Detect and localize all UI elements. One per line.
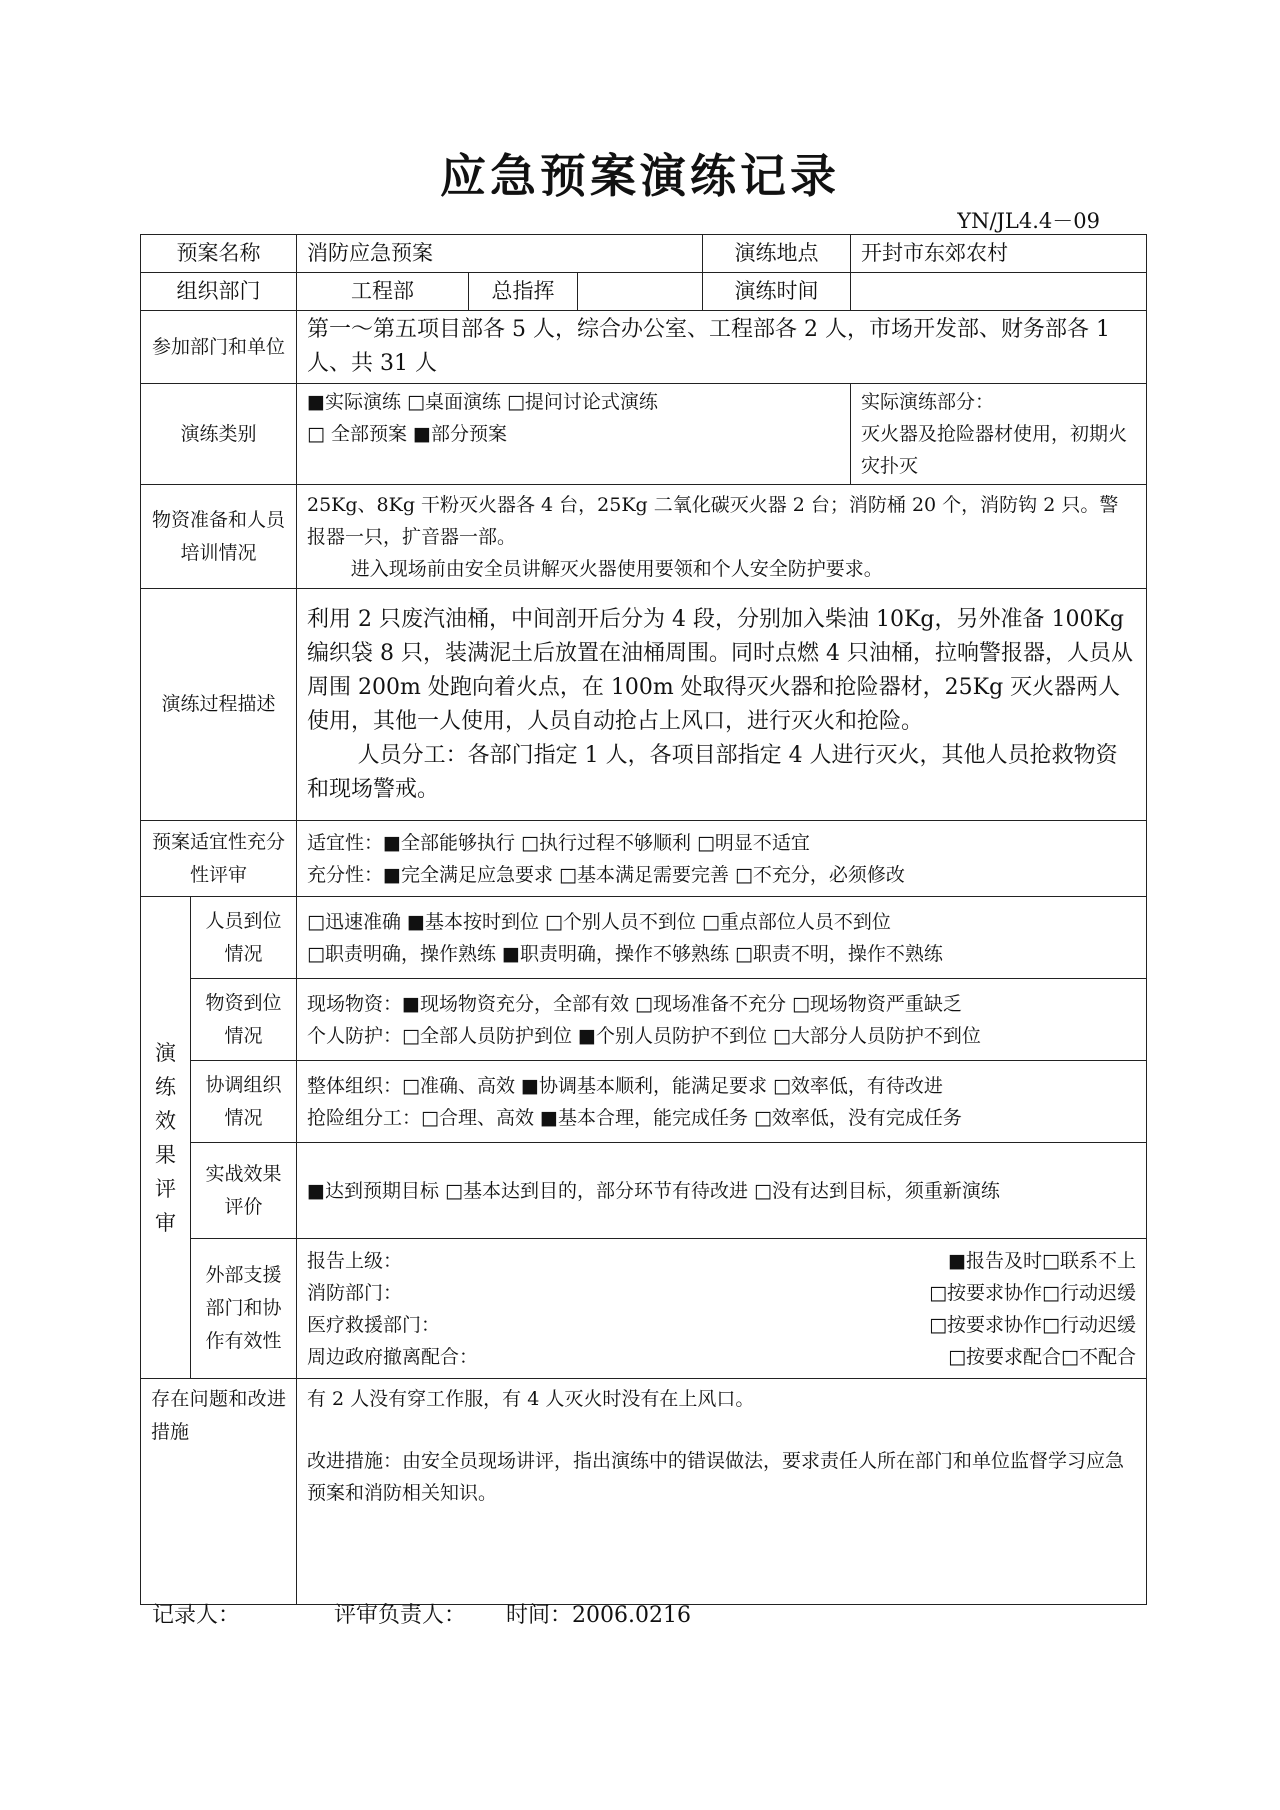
combat-effect-label: 实战效果评价 [191,1143,297,1239]
personnel-options-2: □职责明确，操作熟练 ■职责明确，操作不够熟练 □职责不明，操作不熟练 [307,942,943,965]
external-row-fire [307,1277,1136,1309]
drill-record-table [140,234,1147,1605]
external-support-label: 外部支援部门和协作有效性 [191,1239,297,1379]
combat-effect-options: ■达到预期目标 □基本达到目的，部分环节有待改进 □没有达到目标，须重新演练 [297,1143,1147,1239]
document-code: YN/JL4.4－09 [957,209,1100,233]
external-row-government [307,1341,1136,1373]
supplies-label: 物资到位情况 [191,979,297,1061]
drill-type-label: 演练类别 [141,384,297,485]
materials-text: 25Kg、8Kg 干粉灭火器各 4 台，25Kg 二氧化碳灭火器 2 台；消防桶 20 个，消防钩 2 只。警报器一只，扩音器一部。 [307,493,1119,548]
recorder-label: 记录人： [152,1603,241,1628]
drill-time-label: 演练时间 [703,273,851,311]
org-dept-label: 组织部门 [141,273,297,311]
external-row-options: □按要求协作□行动迟缓 [929,1313,1136,1336]
spacer [307,1415,1136,1445]
personnel-options-1: □迅速准确 ■基本按时到位 □个别人员不到位 □重点部位人员不到位 [307,910,891,933]
overall-org-options: 整体组织：□准确、高效 ■协调基本顺利，能满足要求 □效率低，有待改进 [307,1074,943,1097]
page-title: 应急预案演练记录 [440,149,840,203]
external-row-medical [307,1309,1136,1341]
external-row-label: 消防部门： [307,1281,403,1304]
materials-label: 物资准备和人员培训情况 [141,485,297,589]
effect-review-label: 演练效果评审 [155,1040,176,1235]
record-time: 时间：2006.0216 [506,1603,691,1628]
commander-label: 总指挥 [469,273,578,311]
personnel-label: 人员到位情况 [191,897,297,979]
issues-label: 存在问题和改进措施 [141,1379,297,1605]
external-row-options: ■报告及时□联系不上 [948,1249,1136,1272]
issues-text: 有 2 人没有穿工作服，有 4 人灭火时没有在上风口。 [307,1388,755,1410]
drill-time-value [851,273,1147,311]
reviewer-label: 评审负责人： [334,1603,467,1628]
participants-value: 第一～第五项目部各 5 人，综合办公室、工程部各 2 人，市场开发部、财务部各 1 人、共 31 人 [297,311,1147,384]
site-supplies-options: 现场物资：■现场物资充分，全部有效 □现场准备不充分 □现场物资严重缺乏 [307,992,962,1015]
drill-type-options: ■实际演练 □桌面演练 □提问讨论式演练 [307,391,658,413]
division-text: 人员分工：各部门指定 1 人，各项目部指定 4 人进行灭火，其他人员抢救物资和现场警戒。 [307,742,1118,802]
process-text: 利用 2 只废汽油桶，中间剖开后分为 4 段，分别加入柴油 10Kg，另外准备 100Kg 编织袋 8 只，装满泥土后放置在油桶周围。同时点燃 4 只油桶，拉响警报器，人员从周围 200m 处跑向着火点，在 100m 处取得灭火器和抢险器材，25Kg 灭火器两人使用，其他一人使用，人员自动抢占上风口，进行灭火和抢险。 [307,606,1133,734]
rescue-division-options: 抢险组分工：□合理、高效 ■基本合理，能完成任务 □效率低，没有完成任务 [307,1106,962,1129]
location-label: 演练地点 [703,235,851,273]
external-row-label: 报告上级： [307,1249,403,1272]
org-dept-value: 工程部 [297,273,469,311]
actual-part-label: 实际演练部分： [861,391,995,413]
plan-name-value: 消防应急预案 [297,235,703,273]
improvement-text: 改进措施：由安全员现场讲评，指出演练中的错误做法，要求责任人所在部门和单位监督学习应急预案和消防相关知识。 [307,1450,1125,1504]
sufficiency-options: 充分性：■完全满足应急要求 □基本满足需要完善 □不充分，必须修改 [307,863,905,886]
external-row-label: 医疗救援部门： [307,1313,441,1336]
external-row-options: □按要求协作□行动迟缓 [929,1281,1136,1304]
actual-part-value: 灭火器及抢险器材使用，初期火灾扑灭 [861,423,1128,477]
location-value: 开封市东郊农村 [851,235,1147,273]
commander-value [578,273,703,311]
plan-name-label: 预案名称 [141,235,297,273]
process-label: 演练过程描述 [141,589,297,821]
external-row-report [307,1245,1136,1277]
plan-scope-options: □ 全部预案 ■部分预案 [307,423,507,445]
footer [152,1598,691,1629]
external-row-options: □按要求配合□不配合 [948,1345,1136,1368]
external-row-label: 周边政府撤离配合： [307,1345,479,1368]
coordination-label: 协调组织情况 [191,1061,297,1143]
participants-label: 参加部门和单位 [141,311,297,384]
suitability-options: 适宜性：■全部能够执行 □执行过程不够顺利 □明显不适宜 [307,831,810,854]
personal-protection-options: 个人防护：□全部人员防护到位 ■个别人员防护不到位 □大部分人员防护不到位 [307,1024,981,1047]
suitability-label: 预案适宜性充分性评审 [141,821,297,897]
training-text: 进入现场前由安全员讲解灭火器使用要领和个人安全防护要求。 [350,557,883,580]
